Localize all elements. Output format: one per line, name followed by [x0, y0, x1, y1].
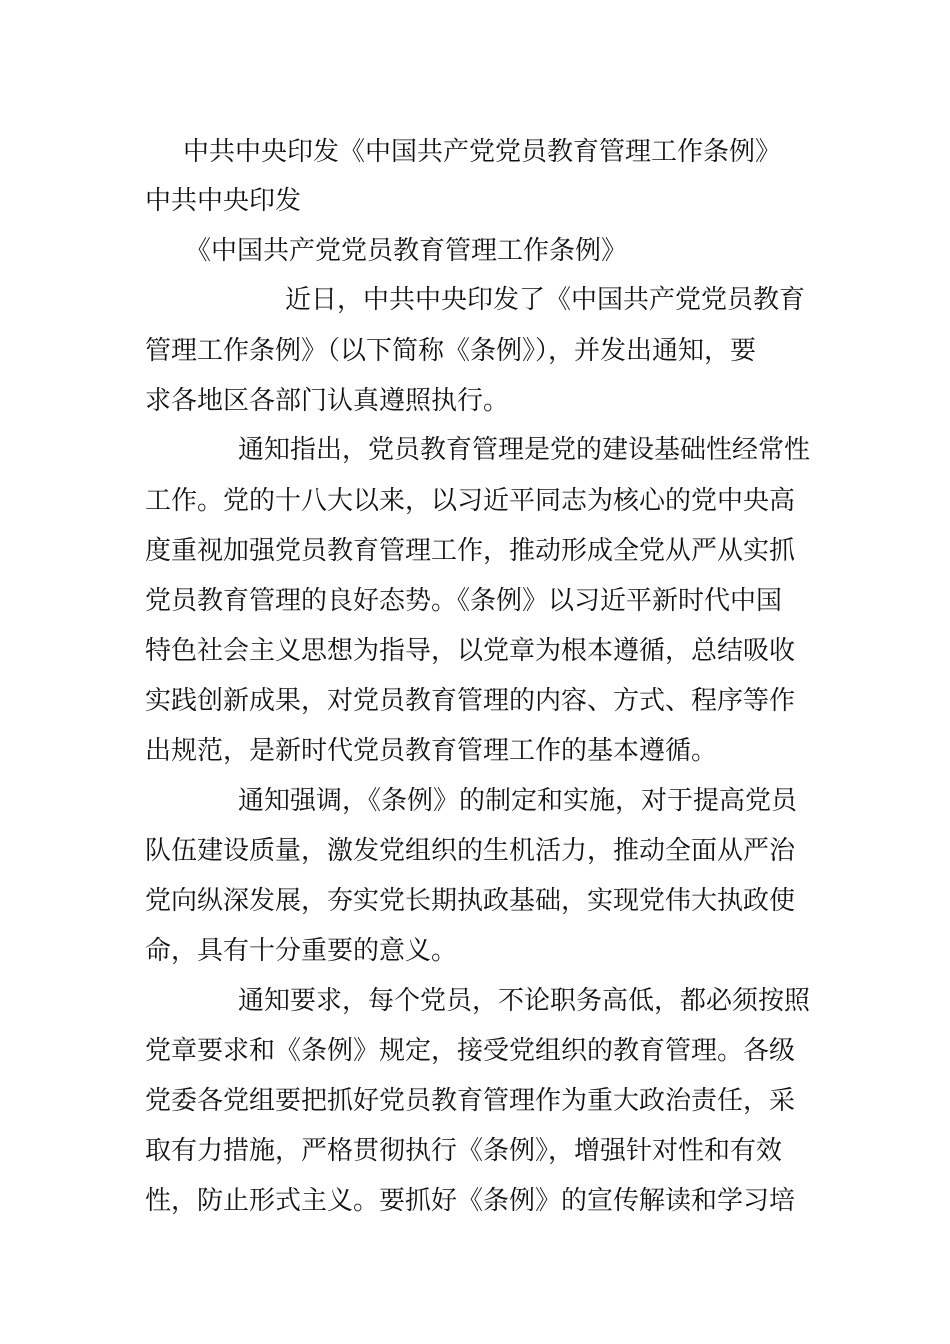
document-header-title: 中共中央印发《中国共产党党员教育管理工作条例》 [183, 137, 782, 167]
paragraph-line: 通知指出，党员教育管理是党的建设基础性经常性 [238, 435, 811, 465]
paragraph-line: 党向纵深发展，夯实党长期执政基础，实现党伟大执政使 [145, 886, 796, 916]
document-subtitle-line-1: 中共中央印发 [145, 186, 302, 216]
paragraph-line: 党员教育管理的良好态势。《条例》以习近平新时代中国 [145, 586, 783, 616]
paragraph-line: 党章要求和《条例》规定，接受党组织的教育管理。各级 [145, 1036, 796, 1066]
paragraph-line: 性，防止形式主义。要抓好《条例》的宣传解读和学习培 [145, 1186, 796, 1216]
paragraph-line: 实践创新成果，对党员教育管理的内容、方式、程序等作 [145, 686, 796, 716]
paragraph-line: 命，具有十分重要的意义。 [145, 936, 458, 966]
paragraph-line: 近日，中共中央印发了《中国共产党党员教育 [285, 285, 806, 315]
paragraph-line: 出规范，是新时代党员教育管理工作的基本遵循。 [145, 736, 718, 766]
paragraph-line: 求各地区各部门认真遵照执行。 [145, 386, 510, 416]
paragraph-line: 度重视加强党员教育管理工作，推动形成全党从严从实抓 [145, 536, 796, 566]
document-subtitle-line-2: 《中国共产党党员教育管理工作条例》 [185, 236, 628, 266]
paragraph-line: 通知强调，《条例》的制定和实施，对于提高党员 [238, 786, 798, 816]
paragraph-line: 党委各党组要把抓好党员教育管理作为重大政治责任，采 [145, 1086, 796, 1116]
paragraph-line: 队伍建设质量，激发党组织的生机活力，推动全面从严治 [145, 836, 796, 866]
paragraph-line: 通知要求，每个党员，不论职务高低，都必须按照 [238, 986, 811, 1016]
paragraph-line: 工作。党的十八大以来，以习近平同志为核心的党中央高 [145, 486, 796, 516]
paragraph-line: 取有力措施，严格贯彻执行《条例》，增强针对性和有效 [145, 1136, 783, 1166]
paragraph-line: 管理工作条例》（以下简称《条例》），并发出通知，要 [145, 336, 757, 366]
paragraph-line: 特色社会主义思想为指导，以党章为根本遵循，总结吸收 [145, 636, 796, 666]
